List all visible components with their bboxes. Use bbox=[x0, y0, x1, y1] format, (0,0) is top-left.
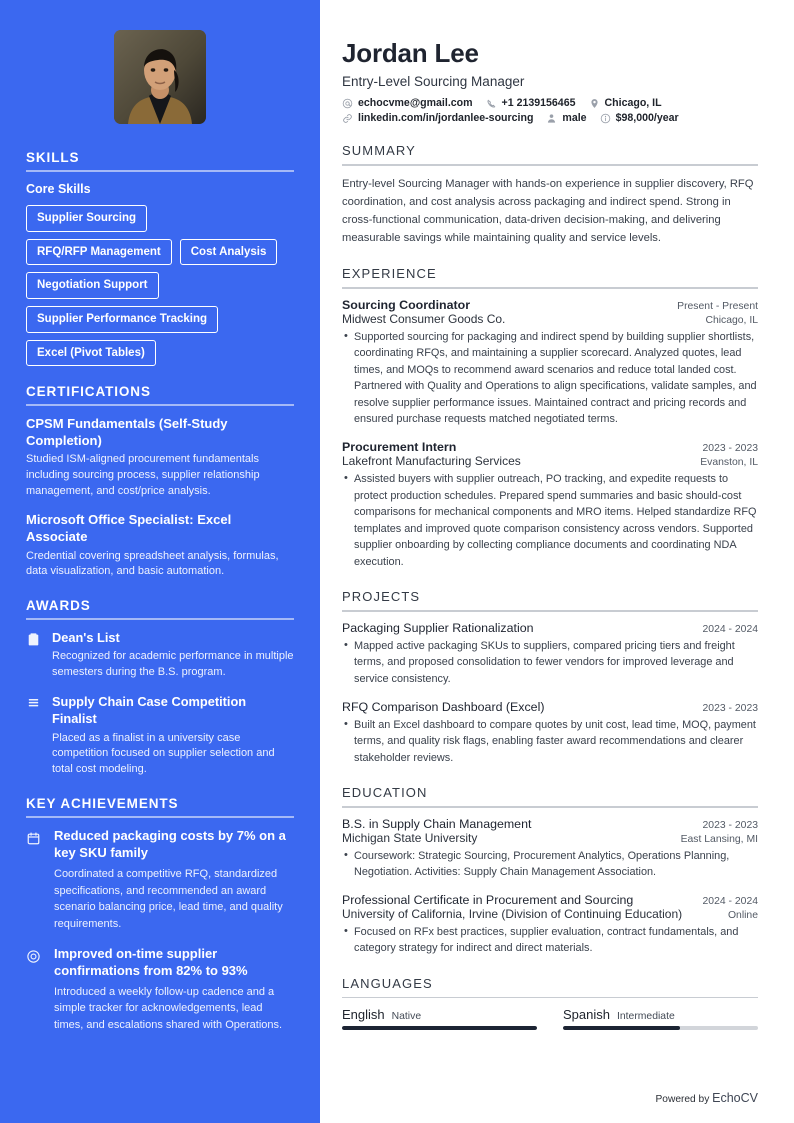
summary-text: Entry-level Sourcing Manager with hands-on experience in supplier discovery, RFQ coordination, and cost analysis across packaging and indirect spend. Strong in cross-functional communication, data-driven decision-making, and delivering measurable savings while maintaining quality and service levels. bbox=[342, 177, 754, 244]
certification-item bbox=[26, 512, 294, 579]
contact-gender-value: male bbox=[562, 112, 587, 124]
language-level: Intermediate bbox=[616, 1011, 675, 1023]
awards-divider bbox=[26, 618, 294, 620]
experience-org-row bbox=[342, 454, 758, 468]
certification-desc: Studied ISM-aligned procurement fundamentals including sourcing process, supplier relationship management, and cost/price analysis. bbox=[26, 453, 260, 497]
summary-divider bbox=[342, 164, 758, 166]
key-achievement-title: Improved on-time supplier confirmations from 82% to 93% bbox=[54, 946, 248, 978]
certification-title: CPSM Fundamentals (Self-Study Completion) bbox=[26, 416, 228, 448]
language-progress-fill bbox=[342, 1026, 537, 1030]
contact-email-value: echocvme@gmail.com bbox=[358, 97, 473, 109]
contact-location-value: Chicago, IL bbox=[604, 97, 662, 109]
footer bbox=[656, 1091, 759, 1105]
candidate-name: Jordan Lee bbox=[342, 38, 479, 68]
experience-heading: EXPERIENCE bbox=[342, 266, 437, 282]
language-progress-fill bbox=[563, 1026, 680, 1030]
experience-org-row bbox=[342, 312, 758, 326]
education-section bbox=[342, 785, 758, 957]
bullet-item: • Focused on RFx best practices, supplier evaluation, contract fundamentals, and category strategy for indirect and direct materials. bbox=[342, 924, 758, 957]
key-achievements-divider bbox=[26, 816, 294, 818]
phone-icon bbox=[486, 98, 497, 109]
skill-chip: Supplier Performance Tracking bbox=[26, 306, 218, 333]
language-item bbox=[342, 1007, 537, 1030]
key-achievements-section bbox=[26, 796, 294, 1033]
certification-item bbox=[26, 416, 294, 499]
calendar-icon bbox=[26, 828, 44, 932]
award-desc: Recognized for academic performance in multiple semesters during the B.S. program. bbox=[52, 650, 294, 679]
project-bullets bbox=[342, 638, 758, 688]
education-org-row bbox=[342, 907, 758, 921]
education-degree: Professional Certificate in Procurement and Sourcing bbox=[342, 892, 634, 907]
award-desc: Placed as a finalist in a university case competition focused on supplier selection and total cost modeling. bbox=[52, 731, 275, 776]
skill-chip: RFQ/RFP Management bbox=[26, 239, 172, 266]
project-title: RFQ Comparison Dashboard (Excel) bbox=[342, 699, 545, 714]
skill-chip-list bbox=[26, 205, 294, 366]
contact-location bbox=[589, 97, 662, 109]
experience-divider bbox=[342, 287, 758, 289]
education-item bbox=[342, 893, 758, 957]
bullet-item: • Built an Excel dashboard to compare quotes by unit cost, lead time, MOQ, payment terms, and quality risk flags, enabling faster award recommendations and clearer stakeholder reviews. bbox=[342, 717, 758, 767]
project-title-row bbox=[342, 621, 758, 635]
skills-section bbox=[26, 150, 294, 366]
experience-title-row bbox=[342, 298, 758, 312]
brand-name: EchoCV bbox=[712, 1091, 758, 1105]
skill-chip: Excel (Pivot Tables) bbox=[26, 340, 156, 367]
language-level: Native bbox=[391, 1011, 422, 1023]
clipboard-icon bbox=[26, 630, 43, 682]
award-item bbox=[26, 694, 294, 778]
education-location: Online bbox=[727, 909, 758, 921]
education-school: Michigan State University bbox=[342, 830, 478, 845]
languages-list bbox=[342, 1007, 758, 1030]
skill-chip: Negotiation Support bbox=[26, 272, 159, 299]
contact-phone[interactable] bbox=[486, 97, 576, 109]
language-item bbox=[563, 1007, 758, 1030]
languages-heading: LANGUAGES bbox=[342, 975, 433, 991]
education-org-row bbox=[342, 831, 758, 845]
list-icon bbox=[26, 694, 43, 778]
experience-section bbox=[342, 266, 758, 570]
key-achievements-heading: KEY ACHIEVEMENTS bbox=[26, 796, 179, 812]
contact-row bbox=[342, 97, 758, 109]
language-progress-bar bbox=[563, 1026, 758, 1030]
education-title-row bbox=[342, 893, 758, 907]
experience-date: Present - Present bbox=[677, 300, 758, 312]
education-divider bbox=[342, 806, 758, 808]
contact-phone-value: +1 2139156465 bbox=[501, 97, 576, 109]
profile-photo-wrap bbox=[26, 30, 294, 124]
person-icon bbox=[546, 113, 557, 124]
experience-bullets bbox=[342, 471, 758, 570]
contact-salary bbox=[600, 112, 679, 124]
award-title: Dean's List bbox=[52, 629, 120, 645]
email-icon bbox=[342, 98, 353, 109]
project-title-row bbox=[342, 700, 758, 714]
awards-heading: AWARDS bbox=[26, 597, 91, 613]
language-header bbox=[563, 1007, 758, 1022]
education-bullets bbox=[342, 848, 758, 881]
awards-section bbox=[26, 598, 294, 779]
language-progress-bar bbox=[342, 1026, 537, 1030]
skill-chip: Supplier Sourcing bbox=[26, 205, 147, 232]
bullet-item: • Mapped active packaging SKUs to suppliers, compared pricing tiers and freight terms, and proposed consolidation to fewer vendors for improved leverage and service consistency. bbox=[342, 638, 758, 688]
languages-divider bbox=[342, 997, 758, 999]
key-achievement-item bbox=[26, 828, 294, 932]
education-heading: EDUCATION bbox=[342, 785, 428, 801]
certifications-divider bbox=[26, 404, 294, 406]
profile-photo bbox=[114, 30, 206, 124]
experience-title-row bbox=[342, 440, 758, 454]
skill-chip: Cost Analysis bbox=[180, 239, 278, 266]
main-content bbox=[320, 0, 794, 1123]
key-achievement-item bbox=[26, 946, 294, 1033]
experience-location: Evanston, IL bbox=[700, 456, 758, 468]
sidebar bbox=[0, 0, 320, 1123]
bullet-item: • Supported sourcing for packaging and indirect spend by building supplier shortlists, coordinating RFQs, and maintaining a supplier scorecard. Analyzed quotes, lead times, and MOQs to recommend award scenarios and reduce total landed cost. Partnered with Quality and Operations to align specifications, validate samples, and resolve supplier performance issues. Maintained contract and pricing records and ensured purchase requests matched negotiated terms. bbox=[342, 329, 758, 428]
project-title: Packaging Supplier Rationalization bbox=[342, 620, 534, 635]
location-icon bbox=[589, 98, 600, 109]
contact-row bbox=[342, 112, 758, 124]
certifications-heading: CERTIFICATIONS bbox=[26, 384, 151, 400]
languages-section bbox=[342, 976, 758, 1031]
skills-divider bbox=[26, 170, 294, 172]
experience-date: 2023 - 2023 bbox=[702, 442, 758, 454]
experience-job-title: Procurement Intern bbox=[342, 439, 457, 454]
projects-divider bbox=[342, 610, 758, 612]
certification-title: Microsoft Office Specialist: Excel Associate bbox=[26, 512, 232, 544]
target-icon bbox=[26, 946, 44, 1033]
award-item bbox=[26, 630, 294, 682]
project-item bbox=[342, 621, 758, 688]
project-date: 2023 - 2023 bbox=[702, 702, 758, 714]
experience-job-title: Sourcing Coordinator bbox=[342, 297, 471, 312]
summary-heading: SUMMARY bbox=[342, 143, 416, 158]
powered-by-label: Powered by bbox=[655, 1094, 713, 1105]
experience-item bbox=[342, 440, 758, 570]
project-date: 2024 - 2024 bbox=[702, 623, 758, 635]
project-bullets bbox=[342, 717, 758, 767]
key-achievement-desc: Coordinated a competitive RFQ, standardized specifications, and recommended an award scenario balancing price, lead time, and quality requirements. bbox=[54, 868, 283, 930]
award-title: Supply Chain Case Competition Finalist bbox=[52, 694, 247, 726]
skills-heading: SKILLS bbox=[26, 150, 80, 165]
education-school: University of California, Irvine (Division of Continuing Education) bbox=[342, 906, 683, 921]
certifications-section bbox=[26, 384, 294, 580]
contact-gender bbox=[546, 112, 586, 124]
experience-location: Chicago, IL bbox=[705, 314, 758, 326]
portrait-illustration bbox=[114, 30, 206, 124]
skills-group-title: Core Skills bbox=[26, 182, 91, 196]
candidate-role: Entry-Level Sourcing Manager bbox=[342, 74, 525, 89]
experience-bullets bbox=[342, 329, 758, 428]
education-location: East Lansing, MI bbox=[680, 833, 758, 845]
experience-organization: Midwest Consumer Goods Co. bbox=[342, 311, 506, 326]
contact-email[interactable] bbox=[342, 97, 473, 109]
education-degree: B.S. in Supply Chain Management bbox=[342, 816, 532, 831]
link-icon bbox=[342, 113, 353, 124]
projects-section bbox=[342, 589, 758, 766]
contact-salary-value: $98,000/year bbox=[615, 112, 679, 124]
experience-item bbox=[342, 298, 758, 428]
bullet-item: • Assisted buyers with supplier outreach, PO tracking, and expedite requests to protect production schedules. Prepared spend summaries and basic should-cost comparisons for mechanical components and MRO items. Helped standardize RFQ templates and improved quote comparison consistency across vendors. Supported supplier onboarding by collecting compliance documents and coordinating NDA execution. bbox=[342, 471, 758, 570]
summary-section bbox=[342, 143, 758, 247]
experience-organization: Lakefront Manufacturing Services bbox=[342, 453, 521, 468]
language-header bbox=[342, 1007, 537, 1022]
education-date: 2024 - 2024 bbox=[702, 895, 758, 907]
key-achievement-desc: Introduced a weekly follow-up cadence and a simple tracker for acknowledgements, lead times, and escalations shared with Operations. bbox=[54, 985, 283, 1031]
language-name: English bbox=[342, 1007, 385, 1023]
key-achievement-title: Reduced packaging costs by 7% on a key SKU family bbox=[54, 828, 286, 861]
language-name: Spanish bbox=[563, 1007, 610, 1023]
bullet-item: • Coursework: Strategic Sourcing, Procurement Analytics, Operations Planning, Negotiation. Activities: Supply Chain Management Association. bbox=[342, 848, 758, 881]
projects-heading: PROJECTS bbox=[342, 589, 421, 605]
education-title-row bbox=[342, 817, 758, 831]
contact-linkedin[interactable] bbox=[342, 112, 533, 124]
contact-info bbox=[342, 97, 758, 124]
info-icon bbox=[600, 113, 611, 124]
certification-desc: Credential covering spreadsheet analysis, formulas, data visualization, and basic automation. bbox=[26, 549, 279, 578]
education-date: 2023 - 2023 bbox=[702, 819, 758, 831]
contact-linkedin-value: linkedin.com/in/jordanlee-sourcing bbox=[358, 112, 534, 124]
project-item bbox=[342, 700, 758, 767]
education-bullets bbox=[342, 924, 758, 957]
education-item bbox=[342, 817, 758, 881]
